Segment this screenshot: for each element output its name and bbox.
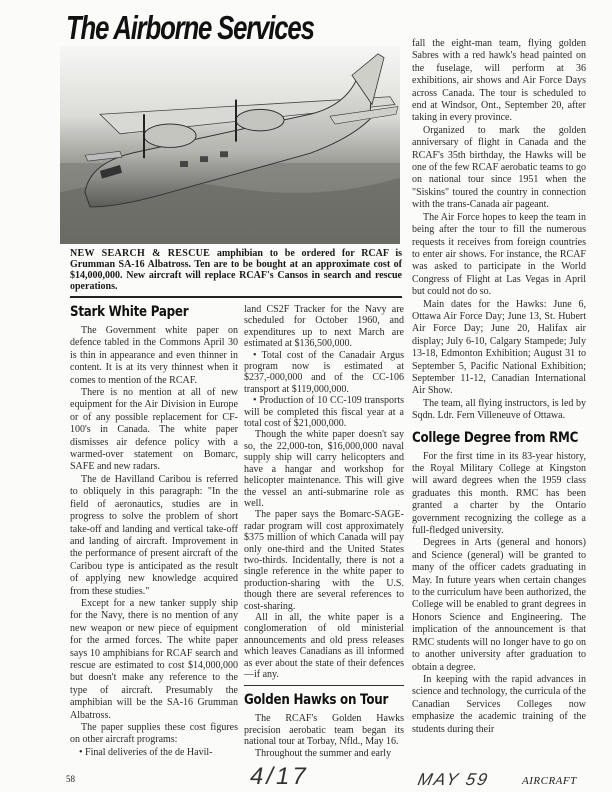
paragraph: Throughout the summer and early — [255, 747, 392, 759]
paragraph: The paper supplies these cost figures on other aircraft programs: — [70, 722, 238, 746]
paragraph: The team, all flying instructors, is led by Sqdn. Ldr. Fern Villeneuve of Ottawa. — [412, 397, 586, 422]
caption-divider — [70, 296, 402, 298]
amphibian-aircraft-photo — [60, 46, 400, 244]
caption-text: amphibian to be ordered for RCAF is Grumman SA-16 Albatross. Ten are to be bought at an approximate cost of $14,000,000. New aircraft will replace RCAF's Cansos in search and rescue operations. — [70, 248, 402, 292]
paragraph: All in all, the white paper is a conglomeration of old ministerial announcements and old press releases which leaves Canadians as ill informed as ever about the state of their defences —if any. — [244, 611, 404, 680]
paragraph: The paper says the Bomarc-SAGE-radar program will cost approximately $375 million of which Canada will pay only one-third and the United States two-thirds. Incidentally, there is not a single reference in the white paper to production-sharing with the U.S. though there are several references to cost-sharing. — [244, 509, 404, 612]
paragraph: The RCAF's Golden Hawks precision aerobatic team began its national tour at Torbay, Nfld., May 16. — [244, 713, 404, 748]
paragraph: fall the eight-man team, flying golden Sabres with a red hawk's head painted on the fuselage, will perform at 36 exhibitions, air shows and Air Force Days across Canada. The tour is scheduled to end at Windsor, Ont., September 20, after taking in every province. — [412, 38, 586, 124]
page-title: The Airborne Services — [66, 9, 314, 46]
paragraph: Though the white paper doesn't say so, the 22,000-ton, $16,000,000 naval supply ship will carry helicopters and have a hangar and workshop for helicopter maintenance. This will give the vessel an anti-submarine role as well. — [244, 429, 404, 509]
article-heading-stark-white-paper: Stark White Paper — [70, 304, 189, 320]
caption-lead: NEW SEARCH & RESCUE — [70, 248, 211, 259]
column-3 — [412, 38, 586, 736]
column-2 — [244, 304, 404, 759]
paragraph: land CS2F Tracker for the Navy are scheduled for October 1960, and expenditures up to next March are estimated at $136,500,000. — [244, 304, 404, 350]
handwritten-date: MAY 59 — [415, 770, 491, 789]
photo-caption — [70, 248, 402, 292]
paragraph: Degrees in Arts (general and honors) and Science (general) will be granted to many of the officer cadets graduating in May. In future years when certain changes to the curriculum have been authorized, the College will be enabled to grant degrees in Honors Science and Engineering. The implication of the announcement is that RMC students will no longer have to go on to another university after graduation to obtain a degree. — [412, 537, 586, 673]
bullet-paragraph: • Total cost of the Canadair Argus program now is estimated at $237,-000,000 and of the CC-106 transport at $119,000,000. — [244, 349, 404, 395]
paragraph: In keeping with the rapid advances in science and technology, the curricula of the Canadian Services Colleges now emphasize the academic training of the students during their — [412, 673, 586, 735]
column-1 — [70, 302, 238, 759]
article-heading-golden-hawks: Golden Hawks on Tour — [244, 692, 389, 709]
handwritten-number: 4/17 — [250, 763, 309, 790]
paragraph: Main dates for the Hawks: June 6, Ottawa Air Force Day; June 13, St. Hubert Air Force Day; June 20, Halifax air display; July 6-10, Calgary Stampede; July 13-18, Edmonton Exhibition; August 31 to September 5, Pacific National Exhibition; September 11-12, Canadian International Air Show. — [412, 298, 586, 397]
paragraph: The Government white paper on defence tabled in the Commons April 30 is thin in appearance and even thinner in content. It is at its very thinnest when it comes to mention of the RCAF. — [70, 325, 238, 386]
magazine-name: AIRCRAFT — [522, 775, 577, 787]
paragraph: The Air Force hopes to keep the team in being after the tour to fill the numerous requests it receives from foreign countries to enter air shows. For instance, the RCAF was asked to participate in the World Congress of Flight at Las Vegas in April but could not do so. — [412, 211, 586, 298]
bullet-paragraph: • Production of 10 CC-109 transports will be completed this fiscal year at a total cost of $21,000,000. — [244, 395, 404, 430]
paragraph: There is no mention at all of new equipment for the Air Division in Europe or of any possible replacement for CF-100's in Canada. The white paper dismisses air defence policy with a warmed-over statement on Bomarc, SAFE and new radars. — [70, 387, 238, 473]
section-divider — [244, 685, 404, 686]
page-number: 58 — [66, 774, 75, 784]
paragraph: For the first time in its 83-year history, the Royal Military College at Kingston will award degrees when the 1959 class graduates this month. RMC has been granted a charter by the Ontario government recognizing the college as a full-fledged university. — [412, 450, 586, 537]
paragraph: The de Havilland Caribou is referred to obliquely in this paragraph: "In the field of aeronautics, studies are in progress to solve the problem of short take-off and landing and vertical take-off and landing of aircraft. Improvement in the performance of present aircraft of the Caribou type is anticipated as the result of applying new knowledge acquired from these studies." — [70, 473, 238, 597]
bullet-paragraph: • Final deliveries of the de Havil- — [79, 746, 213, 758]
article-heading-rmc: College Degree from RMC — [412, 429, 579, 446]
paragraph: Except for a new tanker supply ship for the Navy, there is no mention of any new weapon or new piece of equipment for the armed forces. The white paper says 10 amphibians for RCAF search and rescue are estimated to cost $14,000,000 but doesn't make any reference to the type of aircraft. Presumably the amphibian will be the SA-16 Grumman Albatross. — [70, 597, 238, 721]
paragraph: Organized to mark the golden anniversary of flight in Canada and the RCAF's 35th birthday, the Hawks will be one of the few RCAF aerobatic teams to go on national tour since 1951 when the "Siskins" toured the country in connection with the trans-Canada air pageant. — [412, 124, 586, 211]
